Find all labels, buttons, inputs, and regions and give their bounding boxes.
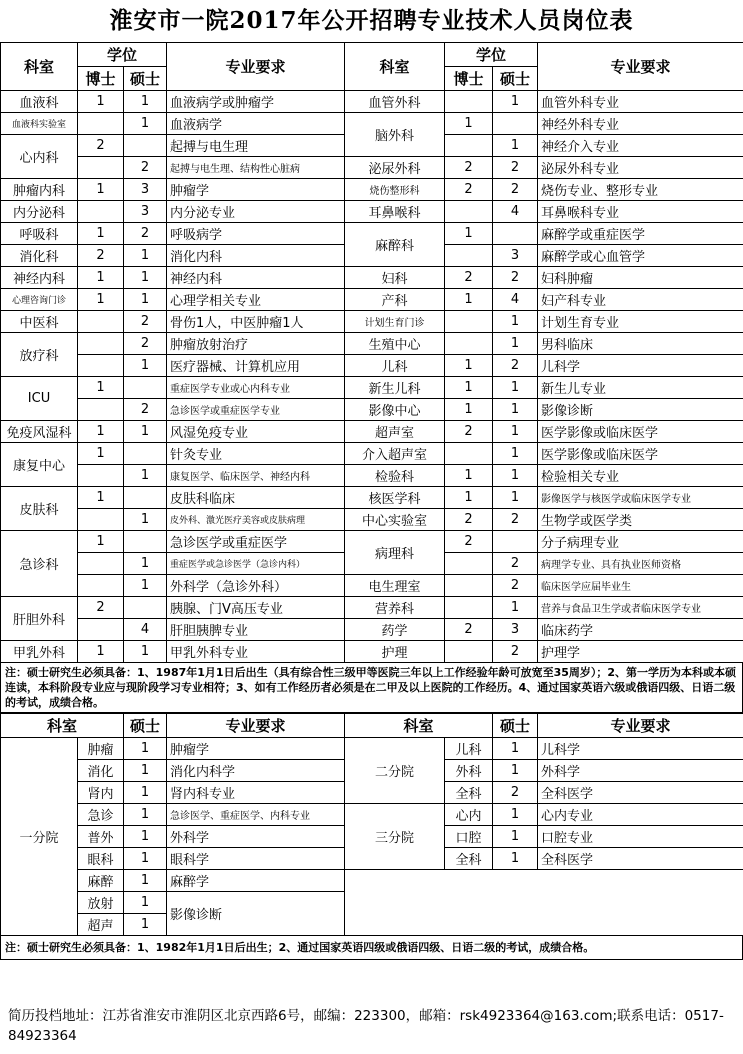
- requirement-cell: 医学影像或临床医学: [538, 443, 743, 465]
- requirement-cell: 营养与食品卫生学或者临床医学专业: [538, 597, 743, 619]
- phd-count-cell: [78, 399, 124, 421]
- requirement-cell: 妇科肿瘤: [538, 267, 743, 289]
- branch-name-cell: 一分院: [1, 738, 78, 936]
- master-count-cell: 2: [493, 179, 538, 201]
- master-count-cell: 1: [493, 421, 538, 443]
- master-count-cell: 1: [124, 509, 167, 531]
- master-count-cell: [124, 443, 167, 465]
- table-row: [1, 333, 743, 355]
- phd-count-cell: [78, 201, 124, 223]
- table-row: [1, 355, 743, 377]
- table-row: [1, 487, 743, 509]
- dept-cell: 产科: [345, 289, 445, 311]
- master-count-cell: 1: [493, 804, 538, 826]
- phd-count-cell: [78, 311, 124, 333]
- table-row: [1, 870, 743, 892]
- requirement-cell: 康复医学、临床医学、神经内科: [167, 465, 345, 487]
- subdept-cell: 外科: [445, 760, 493, 782]
- master-count-cell: 1: [124, 892, 167, 914]
- requirement-cell: 起搏与电生理: [167, 135, 345, 157]
- phd-count-cell: 1: [78, 531, 124, 553]
- master-count-cell: 1: [493, 848, 538, 870]
- master-count-cell: 1: [124, 782, 167, 804]
- header-phd: 博士: [445, 67, 493, 91]
- requirement-cell: 麻醉学或重症医学: [538, 223, 743, 245]
- dept-cell: 泌尿外科: [345, 157, 445, 179]
- phd-count-cell: 1: [78, 267, 124, 289]
- master-count-cell: 1: [124, 113, 167, 135]
- phd-count-cell: [445, 575, 493, 597]
- requirement-cell: 临床药学: [538, 619, 743, 641]
- table-row: [1, 804, 743, 826]
- master-count-cell: [124, 377, 167, 399]
- branch-name-cell: 三分院: [345, 804, 445, 870]
- table-row: [1, 289, 743, 311]
- phd-count-cell: [445, 245, 493, 267]
- table-row: [1, 113, 743, 135]
- requirement-cell: 新生儿专业: [538, 377, 743, 399]
- requirement-cell: 甲乳外科专业: [167, 641, 345, 663]
- table-row: [1, 91, 743, 113]
- dept-cell: 超声室: [345, 421, 445, 443]
- requirement-cell: 血管外科专业: [538, 91, 743, 113]
- master-count-cell: 1: [493, 443, 538, 465]
- phd-count-cell: [78, 619, 124, 641]
- master-count-cell: 3: [124, 179, 167, 201]
- header-requirement: 专业要求: [538, 43, 743, 91]
- requirement-cell: 针灸专业: [167, 443, 345, 465]
- master-count-cell: 1: [493, 333, 538, 355]
- master-count-cell: 1: [124, 870, 167, 892]
- phd-count-cell: [445, 135, 493, 157]
- phd-count-cell: 1: [78, 377, 124, 399]
- header-requirement: 专业要求: [538, 714, 743, 738]
- master-count-cell: 1: [493, 826, 538, 848]
- requirement-cell: 儿科学: [538, 355, 743, 377]
- requirement-cell: 神经介入专业: [538, 135, 743, 157]
- dept-cell: 急诊科: [1, 531, 78, 597]
- dept-cell: 计划生育门诊: [345, 311, 445, 333]
- dept-cell: 皮肤科: [1, 487, 78, 531]
- dept-cell: 消化科: [1, 245, 78, 267]
- dept-cell: 儿科: [345, 355, 445, 377]
- requirement-cell: 儿科学: [538, 738, 743, 760]
- master-count-cell: [124, 597, 167, 619]
- master-count-cell: [493, 223, 538, 245]
- master-count-cell: 1: [124, 738, 167, 760]
- table-row: [1, 597, 743, 619]
- phd-count-cell: [78, 553, 124, 575]
- subdept-cell: 儿科: [445, 738, 493, 760]
- header-dept: 科室: [1, 43, 78, 91]
- requirement-cell: 皮外科、激光医疗美容或皮肤病理: [167, 509, 345, 531]
- master-requirements-note: 注：硕士研究生必须具备：1、1987年1月1日后出生（具有综合性三级甲等医院三年以上工作经验年龄可放宽至35周岁）；2、第一学历为本科或本硕连读，本科阶段专业应与现阶段学习专业相符；3、如有工作经历者必须是在二甲及以上医院的工作经历。4、通过国家英语六级或俄语四级、日语二级的考试，成绩合格。: [0, 663, 743, 713]
- requirement-cell: 病理学专业、具有执业医师资格: [538, 553, 743, 575]
- subdept-cell: 普外: [78, 826, 124, 848]
- dept-cell: 电生理室: [345, 575, 445, 597]
- dept-cell: 影像中心: [345, 399, 445, 421]
- master-count-cell: [124, 531, 167, 553]
- dept-cell: 中心实验室: [345, 509, 445, 531]
- phd-count-cell: [78, 355, 124, 377]
- dept-cell: 放疗科: [1, 333, 78, 377]
- phd-count-cell: 2: [445, 531, 493, 553]
- dept-cell: 烧伤整形科: [345, 179, 445, 201]
- dept-cell: 免疫风湿科: [1, 421, 78, 443]
- phd-count-cell: [445, 333, 493, 355]
- header-master: 硕士: [124, 714, 167, 738]
- requirement-cell: 肿瘤放射治疗: [167, 333, 345, 355]
- header-phd: 博士: [78, 67, 124, 91]
- requirement-cell: 计划生育专业: [538, 311, 743, 333]
- master-count-cell: 2: [493, 267, 538, 289]
- phd-count-cell: [78, 113, 124, 135]
- requirement-cell: 全科医学: [538, 848, 743, 870]
- phd-count-cell: 2: [78, 597, 124, 619]
- header-master: 硕士: [124, 67, 167, 91]
- dept-cell: 中医科: [1, 311, 78, 333]
- dept-cell: 心内科: [1, 135, 78, 179]
- header-requirement: 专业要求: [167, 714, 345, 738]
- table-row: [1, 421, 743, 443]
- contact-footer: 简历投档地址：江苏省淮安市淮阴区北京西路6号，邮编：223300，邮箱：rsk4923364@163.com;联系电话：0517-84923364: [8, 1008, 724, 1044]
- master-count-cell: 2: [124, 333, 167, 355]
- header-dept: 科室: [345, 714, 493, 738]
- subdept-cell: 麻醉: [78, 870, 124, 892]
- phd-count-cell: 1: [78, 289, 124, 311]
- dept-cell: ICU: [1, 377, 78, 421]
- master-count-cell: 1: [124, 421, 167, 443]
- master-count-cell: 1: [493, 597, 538, 619]
- dept-cell: 麻醉科: [345, 223, 445, 267]
- requirement-cell: 神经外科专业: [538, 113, 743, 135]
- requirement-cell: 消化内科学: [167, 760, 345, 782]
- dept-cell: 肿瘤内科: [1, 179, 78, 201]
- master-count-cell: 1: [493, 135, 538, 157]
- requirement-cell: 检验相关专业: [538, 465, 743, 487]
- requirement-cell: 医学影像或临床医学: [538, 421, 743, 443]
- master-count-cell: 1: [124, 848, 167, 870]
- master-count-cell: 1: [493, 465, 538, 487]
- phd-count-cell: 2: [445, 179, 493, 201]
- requirement-cell: 肾内科专业: [167, 782, 345, 804]
- phd-count-cell: 1: [78, 223, 124, 245]
- master-count-cell: 2: [124, 311, 167, 333]
- requirement-cell: 血液病学: [167, 113, 345, 135]
- requirement-cell: 内分泌专业: [167, 201, 345, 223]
- master-count-cell: [493, 531, 538, 553]
- dept-cell: 药学: [345, 619, 445, 641]
- master-count-cell: 1: [493, 760, 538, 782]
- table-row: [1, 179, 743, 201]
- dept-cell: 新生儿科: [345, 377, 445, 399]
- master-count-cell: 1: [493, 487, 538, 509]
- master-count-cell: 1: [493, 311, 538, 333]
- header-master: 硕士: [493, 67, 538, 91]
- header-dept: 科室: [1, 714, 124, 738]
- requirement-cell: 泌尿外科专业: [538, 157, 743, 179]
- header-requirement: 专业要求: [167, 43, 345, 91]
- subdept-cell: 口腔: [445, 826, 493, 848]
- requirement-cell: 皮肤科临床: [167, 487, 345, 509]
- phd-count-cell: 1: [445, 465, 493, 487]
- master-count-cell: 3: [493, 619, 538, 641]
- master-count-cell: 3: [124, 201, 167, 223]
- dept-cell: 介入超声室: [345, 443, 445, 465]
- phd-count-cell: 1: [445, 223, 493, 245]
- requirement-cell: 风湿免疫专业: [167, 421, 345, 443]
- requirement-cell: 外科学（急诊外科）: [167, 575, 345, 597]
- master-count-cell: 2: [493, 355, 538, 377]
- header-master: 硕士: [493, 714, 538, 738]
- phd-count-cell: 2: [78, 135, 124, 157]
- table-row: [1, 201, 743, 223]
- header-degree: 学位: [78, 43, 167, 67]
- subdept-cell: 全科: [445, 848, 493, 870]
- dept-cell: 核医学科: [345, 487, 445, 509]
- dept-cell: 心理咨询门诊: [1, 289, 78, 311]
- master-count-cell: 1: [124, 760, 167, 782]
- phd-count-cell: 1: [78, 179, 124, 201]
- master-count-cell: 1: [124, 289, 167, 311]
- table-row: [1, 531, 743, 553]
- requirement-cell: 神经内科: [167, 267, 345, 289]
- subdept-cell: 眼科: [78, 848, 124, 870]
- dept-cell: 甲乳外科: [1, 641, 78, 663]
- phd-count-cell: [445, 443, 493, 465]
- subdept-cell: 肾内: [78, 782, 124, 804]
- master-count-cell: 1: [124, 914, 167, 936]
- dept-cell: 病理科: [345, 531, 445, 575]
- requirement-cell: 外科学: [167, 826, 345, 848]
- phd-count-cell: 2: [445, 619, 493, 641]
- master-count-cell: 2: [493, 157, 538, 179]
- phd-count-cell: [78, 465, 124, 487]
- table-row: [1, 267, 743, 289]
- table-row: [1, 157, 743, 179]
- branch-requirements-note: 注：硕士研究生必须具备：1、1982年1月1日后出生；2、通过国家英语四级或俄语四级、日语二级的考试，成绩合格。: [0, 936, 743, 960]
- master-count-cell: 2: [493, 509, 538, 531]
- requirement-cell: 口腔专业: [538, 826, 743, 848]
- master-count-cell: 1: [124, 267, 167, 289]
- subdept-cell: 消化: [78, 760, 124, 782]
- phd-count-cell: 2: [78, 245, 124, 267]
- master-count-cell: 2: [124, 223, 167, 245]
- requirement-cell: 消化内科: [167, 245, 345, 267]
- requirement-cell: 重症医学或急诊医学（急诊内科）: [167, 553, 345, 575]
- phd-count-cell: 1: [445, 355, 493, 377]
- phd-count-cell: [78, 575, 124, 597]
- requirement-cell: 急诊医学、重症医学、内科专业: [167, 804, 345, 826]
- subdept-cell: 放射: [78, 892, 124, 914]
- table-row: [1, 619, 743, 641]
- requirement-cell: 胰腺、门V高压专业: [167, 597, 345, 619]
- phd-count-cell: [445, 311, 493, 333]
- phd-count-cell: [445, 641, 493, 663]
- requirement-cell: 影像医学与核医学或临床医学专业: [538, 487, 743, 509]
- master-count-cell: 1: [124, 804, 167, 826]
- master-count-cell: 1: [124, 641, 167, 663]
- master-count-cell: 2: [493, 641, 538, 663]
- master-count-cell: 1: [493, 377, 538, 399]
- phd-count-cell: 1: [78, 487, 124, 509]
- table-row: [1, 738, 743, 760]
- dept-cell: 肝胆外科: [1, 597, 78, 641]
- phd-count-cell: 1: [445, 377, 493, 399]
- requirement-cell: 影像诊断: [167, 892, 345, 936]
- requirement-cell: 肝胆胰脾专业: [167, 619, 345, 641]
- table-row: [1, 509, 743, 531]
- main-position-table: [0, 42, 743, 663]
- requirement-cell: 血液病学或肿瘤学: [167, 91, 345, 113]
- master-count-cell: [124, 487, 167, 509]
- dept-cell: 呼吸科: [1, 223, 78, 245]
- subdept-cell: 全科: [445, 782, 493, 804]
- requirement-cell: 急诊医学或重症医学: [167, 531, 345, 553]
- dept-cell: 血管外科: [345, 91, 445, 113]
- phd-count-cell: 1: [445, 487, 493, 509]
- master-count-cell: [124, 135, 167, 157]
- phd-count-cell: 1: [445, 113, 493, 135]
- requirement-cell: 肿瘤学: [167, 738, 345, 760]
- requirement-cell: 急诊医学或重症医学专业: [167, 399, 345, 421]
- table-row: [1, 641, 743, 663]
- table-row: [1, 575, 743, 597]
- requirement-cell: 呼吸病学: [167, 223, 345, 245]
- master-count-cell: 1: [124, 465, 167, 487]
- master-count-cell: 1: [124, 355, 167, 377]
- master-count-cell: 4: [493, 289, 538, 311]
- master-count-cell: 1: [124, 575, 167, 597]
- master-count-cell: 1: [124, 91, 167, 113]
- requirement-cell: 生物学或医学类: [538, 509, 743, 531]
- branch-name-cell: 二分院: [345, 738, 445, 804]
- requirement-cell: 起搏与电生理、结构性心脏病: [167, 157, 345, 179]
- master-count-cell: 2: [124, 157, 167, 179]
- master-count-cell: 3: [493, 245, 538, 267]
- phd-count-cell: 1: [445, 399, 493, 421]
- master-count-cell: 1: [124, 553, 167, 575]
- phd-count-cell: [78, 333, 124, 355]
- table-row: [1, 377, 743, 399]
- master-count-cell: 1: [124, 826, 167, 848]
- requirement-cell: 分子病理专业: [538, 531, 743, 553]
- requirement-cell: 男科临床: [538, 333, 743, 355]
- subdept-cell: 急诊: [78, 804, 124, 826]
- requirement-cell: 心内专业: [538, 804, 743, 826]
- dept-cell: 内分泌科: [1, 201, 78, 223]
- phd-count-cell: 1: [78, 421, 124, 443]
- requirement-cell: 全科医学: [538, 782, 743, 804]
- phd-count-cell: 2: [445, 421, 493, 443]
- requirement-cell: 心理学相关专业: [167, 289, 345, 311]
- requirement-cell: 麻醉学或心血管学: [538, 245, 743, 267]
- dept-cell: 检验科: [345, 465, 445, 487]
- master-count-cell: 2: [493, 575, 538, 597]
- requirement-cell: 医疗器械、计算机应用: [167, 355, 345, 377]
- dept-cell: 康复中心: [1, 443, 78, 487]
- master-count-cell: 1: [493, 91, 538, 113]
- requirement-cell: 影像诊断: [538, 399, 743, 421]
- master-count-cell: 2: [493, 553, 538, 575]
- master-count-cell: [493, 113, 538, 135]
- table-row: [1, 443, 743, 465]
- phd-count-cell: 1: [78, 91, 124, 113]
- header-degree: 学位: [445, 43, 538, 67]
- requirement-cell: 麻醉学: [167, 870, 345, 892]
- subdept-cell: 心内: [445, 804, 493, 826]
- phd-count-cell: [445, 553, 493, 575]
- table-row: [1, 399, 743, 421]
- phd-count-cell: 1: [445, 289, 493, 311]
- empty-cell: [345, 870, 743, 936]
- phd-count-cell: 2: [445, 509, 493, 531]
- master-count-cell: 1: [493, 399, 538, 421]
- dept-cell: 营养科: [345, 597, 445, 619]
- master-count-cell: 2: [124, 399, 167, 421]
- requirement-cell: 烧伤专业、整形专业: [538, 179, 743, 201]
- requirement-cell: 耳鼻喉科专业: [538, 201, 743, 223]
- page-title: 淮安市一院2017年公开招聘专业技术人员岗位表: [109, 7, 634, 34]
- dept-cell: 耳鼻喉科: [345, 201, 445, 223]
- phd-count-cell: [445, 91, 493, 113]
- requirement-cell: 肿瘤学: [167, 179, 345, 201]
- dept-cell: 血液科: [1, 91, 78, 113]
- subdept-cell: 肿瘤: [78, 738, 124, 760]
- dept-cell: 脑外科: [345, 113, 445, 157]
- phd-count-cell: 1: [78, 443, 124, 465]
- phd-count-cell: 2: [445, 157, 493, 179]
- phd-count-cell: [445, 201, 493, 223]
- dept-cell: 血液科实验室: [1, 113, 78, 135]
- requirement-cell: 骨伤1人，中医肿瘤1人: [167, 311, 345, 333]
- requirement-cell: 外科学: [538, 760, 743, 782]
- phd-count-cell: [78, 157, 124, 179]
- master-count-cell: 4: [124, 619, 167, 641]
- master-count-cell: 2: [493, 782, 538, 804]
- phd-count-cell: 1: [78, 641, 124, 663]
- phd-count-cell: [445, 597, 493, 619]
- requirement-cell: 重症医学专业或心内科专业: [167, 377, 345, 399]
- table-row: [1, 223, 743, 245]
- requirement-cell: 眼科学: [167, 848, 345, 870]
- phd-count-cell: [78, 509, 124, 531]
- requirement-cell: 护理学: [538, 641, 743, 663]
- dept-cell: 生殖中心: [345, 333, 445, 355]
- phd-count-cell: 2: [445, 267, 493, 289]
- requirement-cell: 妇产科专业: [538, 289, 743, 311]
- header-dept: 科室: [345, 43, 445, 91]
- master-count-cell: 1: [493, 738, 538, 760]
- table-row: [1, 465, 743, 487]
- master-count-cell: 4: [493, 201, 538, 223]
- branch-position-table: [0, 713, 743, 936]
- master-count-cell: 1: [124, 245, 167, 267]
- dept-cell: 护理: [345, 641, 445, 663]
- requirement-cell: 临床医学应届毕业生: [538, 575, 743, 597]
- table-row: [1, 311, 743, 333]
- dept-cell: 妇科: [345, 267, 445, 289]
- dept-cell: 神经内科: [1, 267, 78, 289]
- subdept-cell: 超声: [78, 914, 124, 936]
